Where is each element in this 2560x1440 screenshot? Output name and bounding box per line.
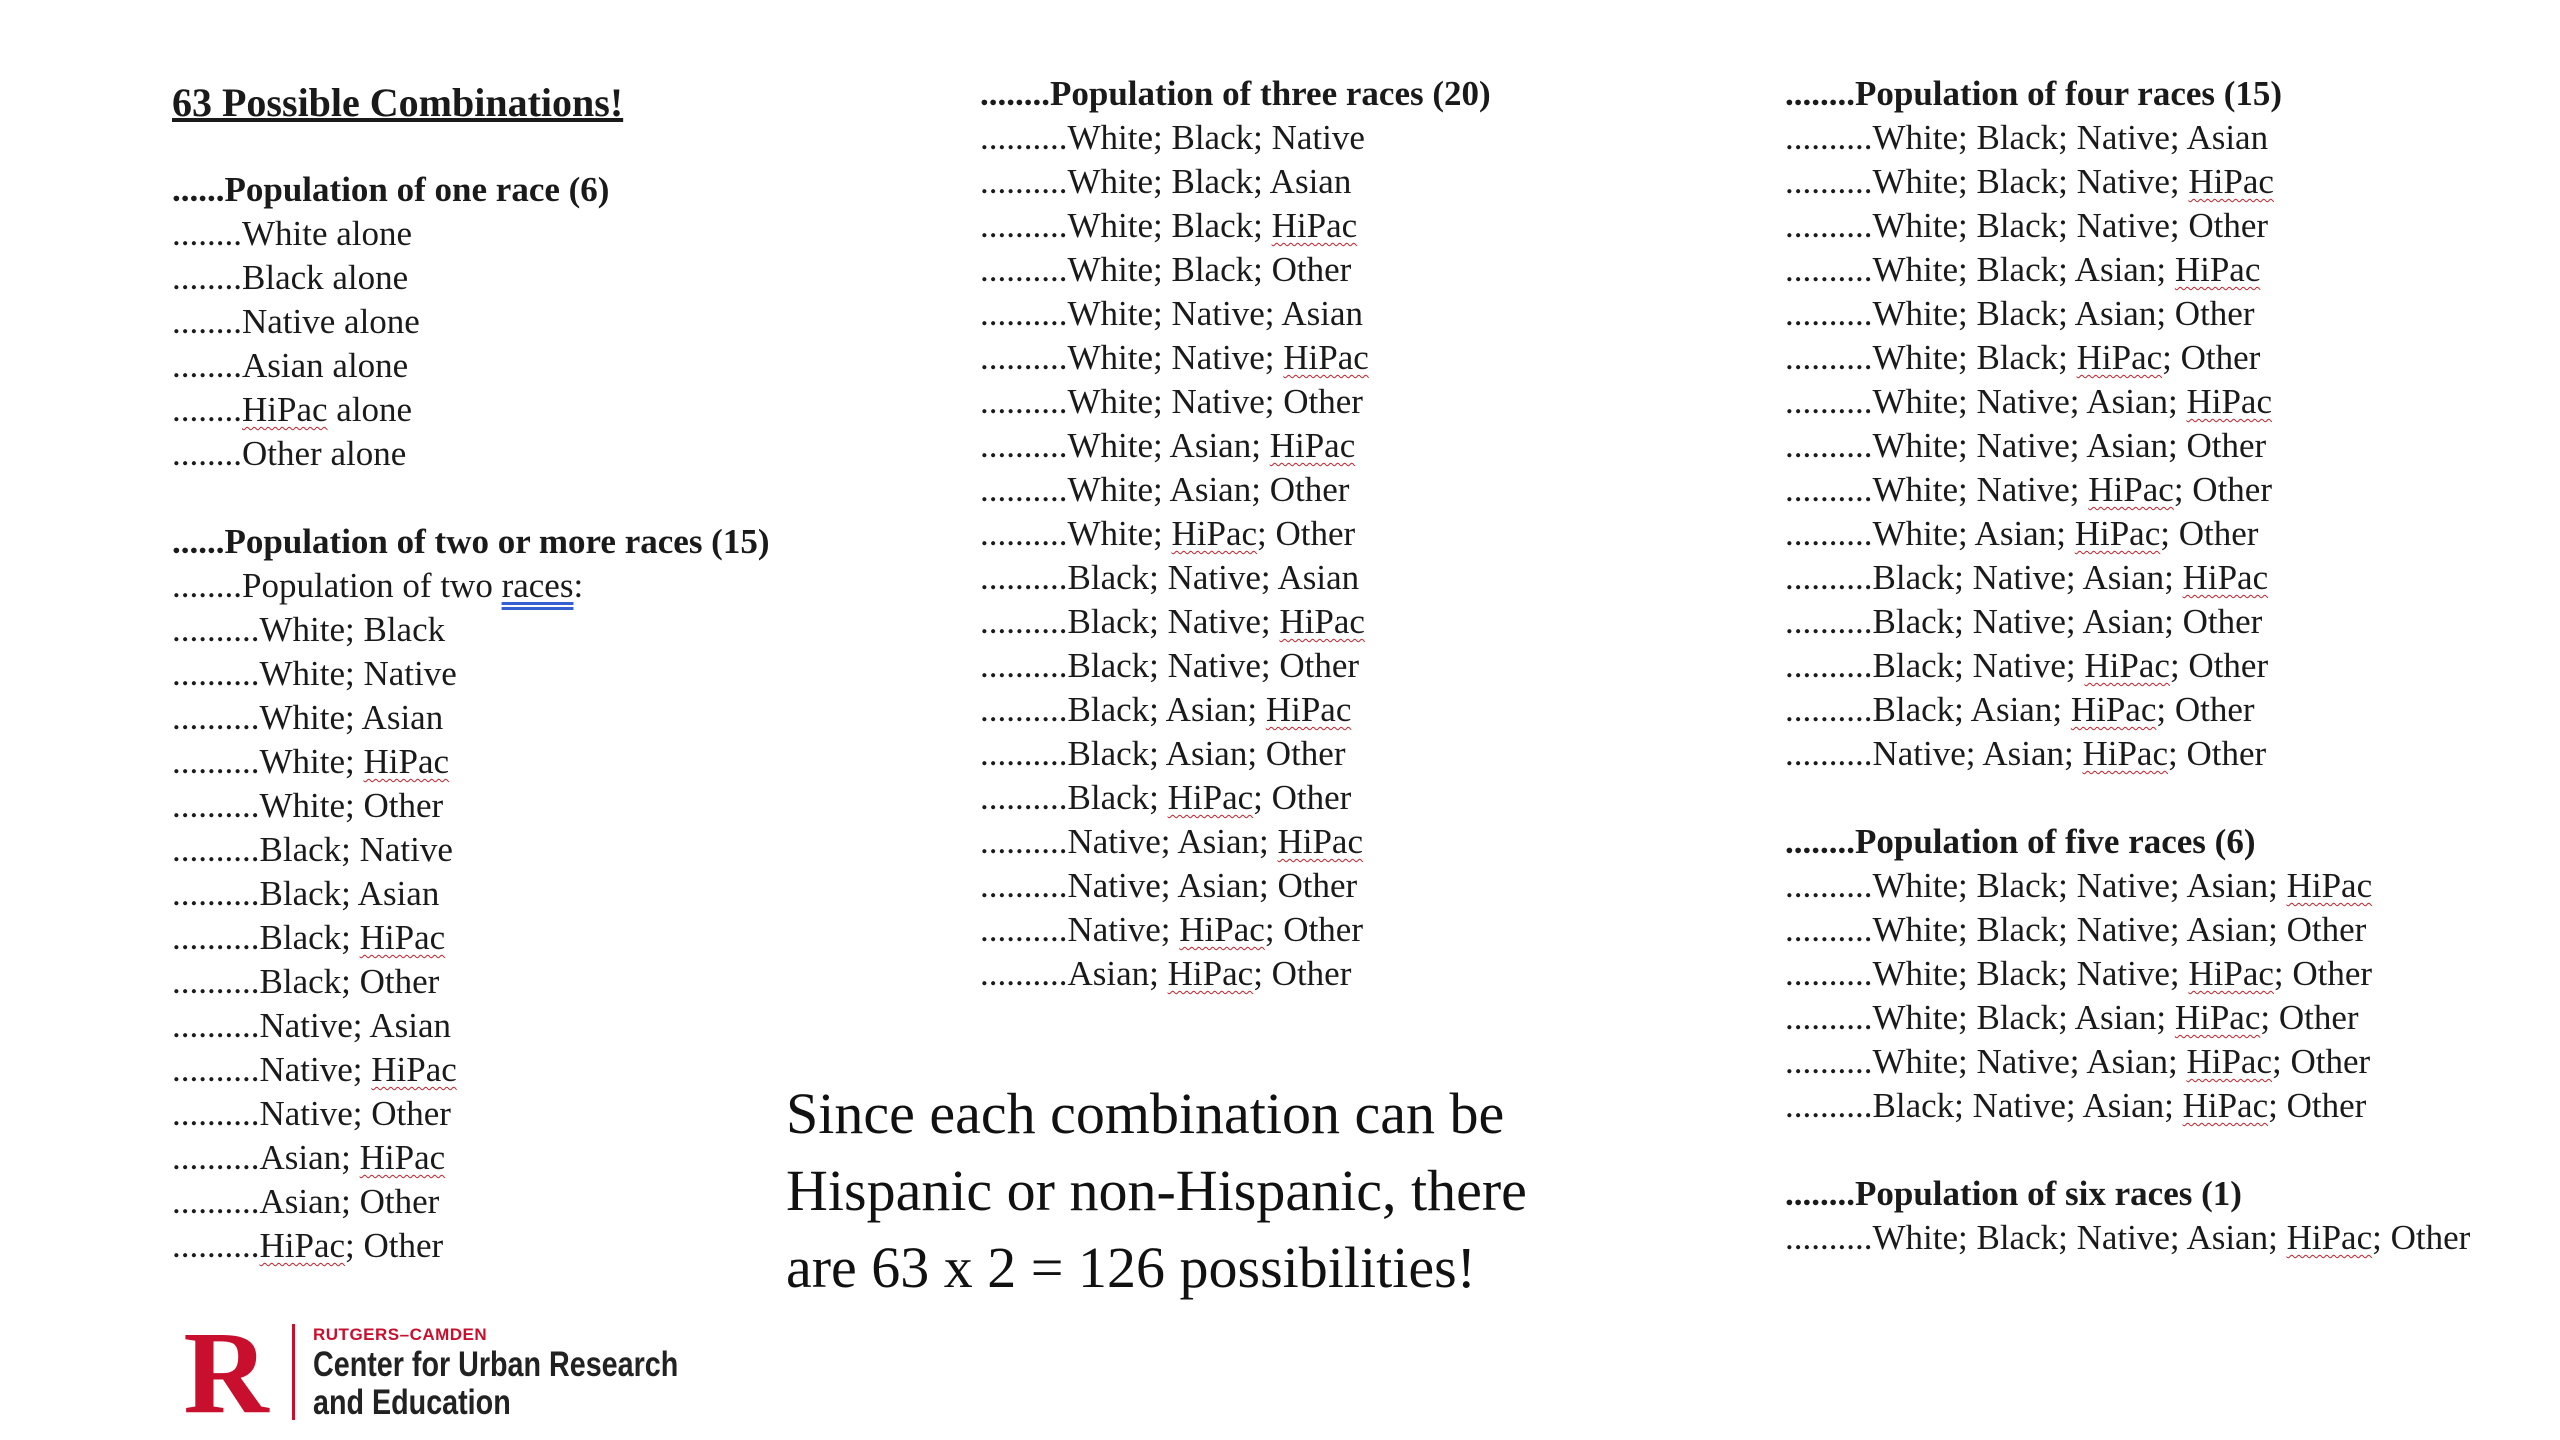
race-combination-item: ..........Black; HiPac <box>172 918 446 957</box>
section-heading-five-races: ........Population of five races (6) <box>1785 822 2256 861</box>
spell-mark: HiPac <box>259 1226 346 1265</box>
section-heading-four-races: ........Population of four races (15) <box>1785 74 2283 113</box>
race-combination-item: ..........Black; Asian; HiPac <box>980 690 1352 729</box>
logo-letter: R <box>183 1322 269 1420</box>
spell-mark: HiPac <box>1277 822 1364 861</box>
race-combination-item: ..........White; Black; Native; Asian <box>1785 118 2269 157</box>
race-combination-item: ..........Black; Native <box>172 830 453 869</box>
race-combination-item: ..........Black; Native; HiPac; Other <box>1785 646 2269 685</box>
spell-mark: HiPac <box>371 1050 457 1089</box>
spell-mark: HiPac <box>2182 558 2269 597</box>
logo-divider <box>292 1324 295 1420</box>
race-combination-item: ........White alone <box>172 214 413 253</box>
spell-mark: HiPac <box>2174 998 2261 1037</box>
spell-mark: HiPac <box>242 390 328 429</box>
race-combination-item: ........HiPac alone <box>172 390 413 429</box>
race-combination-item: ..........White; Native <box>172 654 457 693</box>
race-combination-item: ..........Native; Asian <box>172 1006 451 1045</box>
spell-mark: HiPac <box>359 918 446 957</box>
spell-mark: HiPac <box>2074 514 2161 553</box>
race-combination-item: ..........White; Native; Asian <box>980 294 1363 333</box>
race-combination-item: ..........Black; Native; HiPac <box>980 602 1365 641</box>
race-combination-item: ..........White; HiPac; Other <box>980 514 1356 553</box>
race-combination-item: ........Other alone <box>172 434 407 473</box>
spell-mark: HiPac <box>1269 426 1356 465</box>
race-combination-item: ..........White; Black; Native; Asian; HiPac; Other <box>1785 1218 2471 1257</box>
hispanic-callout <box>786 1075 1686 1306</box>
race-combination-item: ..........Native; Asian; HiPac; Other <box>1785 734 2267 773</box>
spell-mark: HiPac <box>1171 514 1258 553</box>
race-combination-item: ..........Asian; Other <box>172 1182 440 1221</box>
race-combination-item: ..........White; Black; Native; Asian; Other <box>1785 910 2367 949</box>
three-races-list <box>980 116 1760 996</box>
rutgers-camden-logo <box>176 1322 758 1426</box>
race-combination-item: ..........Black; Native; Asian; HiPac; Other <box>1785 1086 2367 1125</box>
race-combination-item: ..........White; Native; Asian; Other <box>1785 426 2267 465</box>
race-combination-item: ..........White; Black; Native <box>980 118 1365 157</box>
spell-mark: HiPac <box>2188 954 2274 993</box>
four-races-list <box>1785 116 2545 776</box>
race-combination-item: ..........Native; Asian; Other <box>980 866 1358 905</box>
race-combination-item: ..........White; Black; Asian; HiPac; Other <box>1785 998 2359 1037</box>
race-combination-item: ..........Native; HiPac <box>172 1050 457 1089</box>
spell-mark: HiPac <box>2174 250 2261 289</box>
race-combination-item: ..........White; Black; Native; HiPac <box>1785 162 2274 201</box>
race-combination-item: ..........White; Black; HiPac <box>980 206 1358 245</box>
logo-text <box>313 1322 758 1422</box>
race-combination-item: ........Asian alone <box>172 346 409 385</box>
rutgers-r-icon-svg <box>176 1322 276 1420</box>
spell-mark: HiPac <box>1283 338 1369 377</box>
spell-mark: HiPac <box>2182 1086 2269 1125</box>
spell-mark: HiPac <box>2186 1042 2273 1081</box>
five-races-list <box>1785 864 2545 1128</box>
spell-mark: HiPac <box>359 1138 446 1177</box>
section-heading-one-race: ......Population of one race (6) <box>172 170 610 209</box>
race-combination-item: ..........HiPac; Other <box>172 1226 444 1265</box>
race-combination-item: ..........White; Black; Asian; HiPac <box>1785 250 2261 289</box>
race-combination-item: ..........White; Black; Native; Asian; HiPac <box>1785 866 2373 905</box>
section-heading-two-or-more: ......Population of two or more races (15) <box>172 522 770 561</box>
race-combination-item: ..........White; HiPac <box>172 742 450 781</box>
race-combination-item: ..........Black; HiPac; Other <box>980 778 1352 817</box>
column-three <box>1785 72 2545 1260</box>
race-combination-item: ..........White; Native; HiPac; Other <box>1785 470 2272 509</box>
race-combination-item: ..........Black; Other <box>172 962 440 1001</box>
callout-line: are 63 x 2 = 126 possibilities! <box>786 1235 1476 1300</box>
race-combination-item: ..........White; Asian; HiPac <box>980 426 1356 465</box>
race-combination-item: ..........White; Native; HiPac <box>980 338 1369 377</box>
spell-mark: HiPac <box>2286 1218 2373 1257</box>
race-combination-item: ........Native alone <box>172 302 420 341</box>
spell-mark: HiPac <box>2186 382 2273 421</box>
logo-center-name: Center for Urban Research <box>313 1345 679 1384</box>
race-combination-item: ..........Black; Asian; HiPac; Other <box>1785 690 2255 729</box>
callout-line: Since each combination can be <box>786 1081 1505 1146</box>
subheading-two-races: ........Population of two races: <box>172 566 584 605</box>
race-combination-item: ..........White; Other <box>172 786 444 825</box>
race-combination-item: ..........Asian; HiPac <box>172 1138 446 1177</box>
spell-mark: HiPac <box>363 742 450 781</box>
spell-mark: HiPac <box>1279 602 1365 641</box>
spell-mark: HiPac <box>2088 470 2174 509</box>
race-combination-item: ..........White; Native; Asian; HiPac; Other <box>1785 1042 2371 1081</box>
race-combination-item: ..........Native; Asian; HiPac <box>980 822 1364 861</box>
race-combination-item: ..........Native; HiPac; Other <box>980 910 1363 949</box>
race-combination-item: ..........White; Asian <box>172 698 444 737</box>
spacer <box>172 476 952 520</box>
race-combination-item: ..........White; Asian; Other <box>980 470 1350 509</box>
callout-line: Hispanic or non-Hispanic, there <box>786 1158 1527 1223</box>
race-combination-item: ..........White; Native; Asian; HiPac <box>1785 382 2273 421</box>
spell-mark: HiPac <box>1179 910 1265 949</box>
race-combination-item: ..........White; Black; HiPac; Other <box>1785 338 2261 377</box>
spell-mark: HiPac <box>2082 734 2169 773</box>
logo-center-name-2: and Education <box>313 1383 511 1422</box>
spell-mark: HiPac <box>1167 954 1254 993</box>
spell-mark: HiPac <box>2070 690 2157 729</box>
race-combination-item: ..........White; Black; Native; HiPac; Other <box>1785 954 2373 993</box>
race-combination-item: ..........White; Black; Native; Other <box>1785 206 2269 245</box>
race-combination-item: ........Black alone <box>172 258 409 297</box>
spell-mark: HiPac <box>2286 866 2373 905</box>
spell-mark: HiPac <box>1265 690 1352 729</box>
spell-mark: HiPac <box>1271 206 1358 245</box>
spell-mark: HiPac <box>2076 338 2163 377</box>
race-combination-item: ..........Native; Other <box>172 1094 451 1133</box>
spacer <box>1785 1128 2545 1172</box>
race-combination-item: ..........White; Black; Other <box>980 250 1352 289</box>
race-combination-item: ..........Asian; HiPac; Other <box>980 954 1352 993</box>
race-combination-item: ..........Black; Asian; Other <box>980 734 1346 773</box>
race-combination-item: ..........White; Black; Asian; Other <box>1785 294 2255 333</box>
spell-mark: HiPac <box>2084 646 2170 685</box>
logo-institution: RUTGERS–CAMDEN <box>313 1325 488 1344</box>
race-combination-item: ..........Black; Native; Other <box>980 646 1360 685</box>
spacer <box>1785 776 2545 820</box>
race-combination-item: ..........Black; Native; Asian <box>980 558 1360 597</box>
race-combination-item: ..........Black; Asian <box>172 874 440 913</box>
rutgers-r-icon <box>176 1322 276 1420</box>
section-heading-six-races: ........Population of six races (1) <box>1785 1174 2242 1213</box>
race-combination-item: ..........White; Black; Asian <box>980 162 1352 201</box>
page-title: 63 Possible Combinations! <box>172 80 624 125</box>
spell-mark: HiPac <box>1167 778 1254 817</box>
six-races-list <box>1785 1216 2545 1260</box>
race-combination-item: ..........Black; Native; Asian; HiPac <box>1785 558 2269 597</box>
race-combination-item: ..........Black; Native; Asian; Other <box>1785 602 2263 641</box>
race-combination-item: ..........White; Asian; HiPac; Other <box>1785 514 2259 553</box>
section-heading-three-races: ........Population of three races (20) <box>980 74 1491 113</box>
one-race-list <box>172 212 952 476</box>
race-combination-item: ..........White; Native; Other <box>980 382 1363 421</box>
column-two <box>980 72 1760 996</box>
grammar-mark: races <box>501 566 574 605</box>
spell-mark: HiPac <box>2188 162 2274 201</box>
race-combination-item: ..........White; Black <box>172 610 446 649</box>
